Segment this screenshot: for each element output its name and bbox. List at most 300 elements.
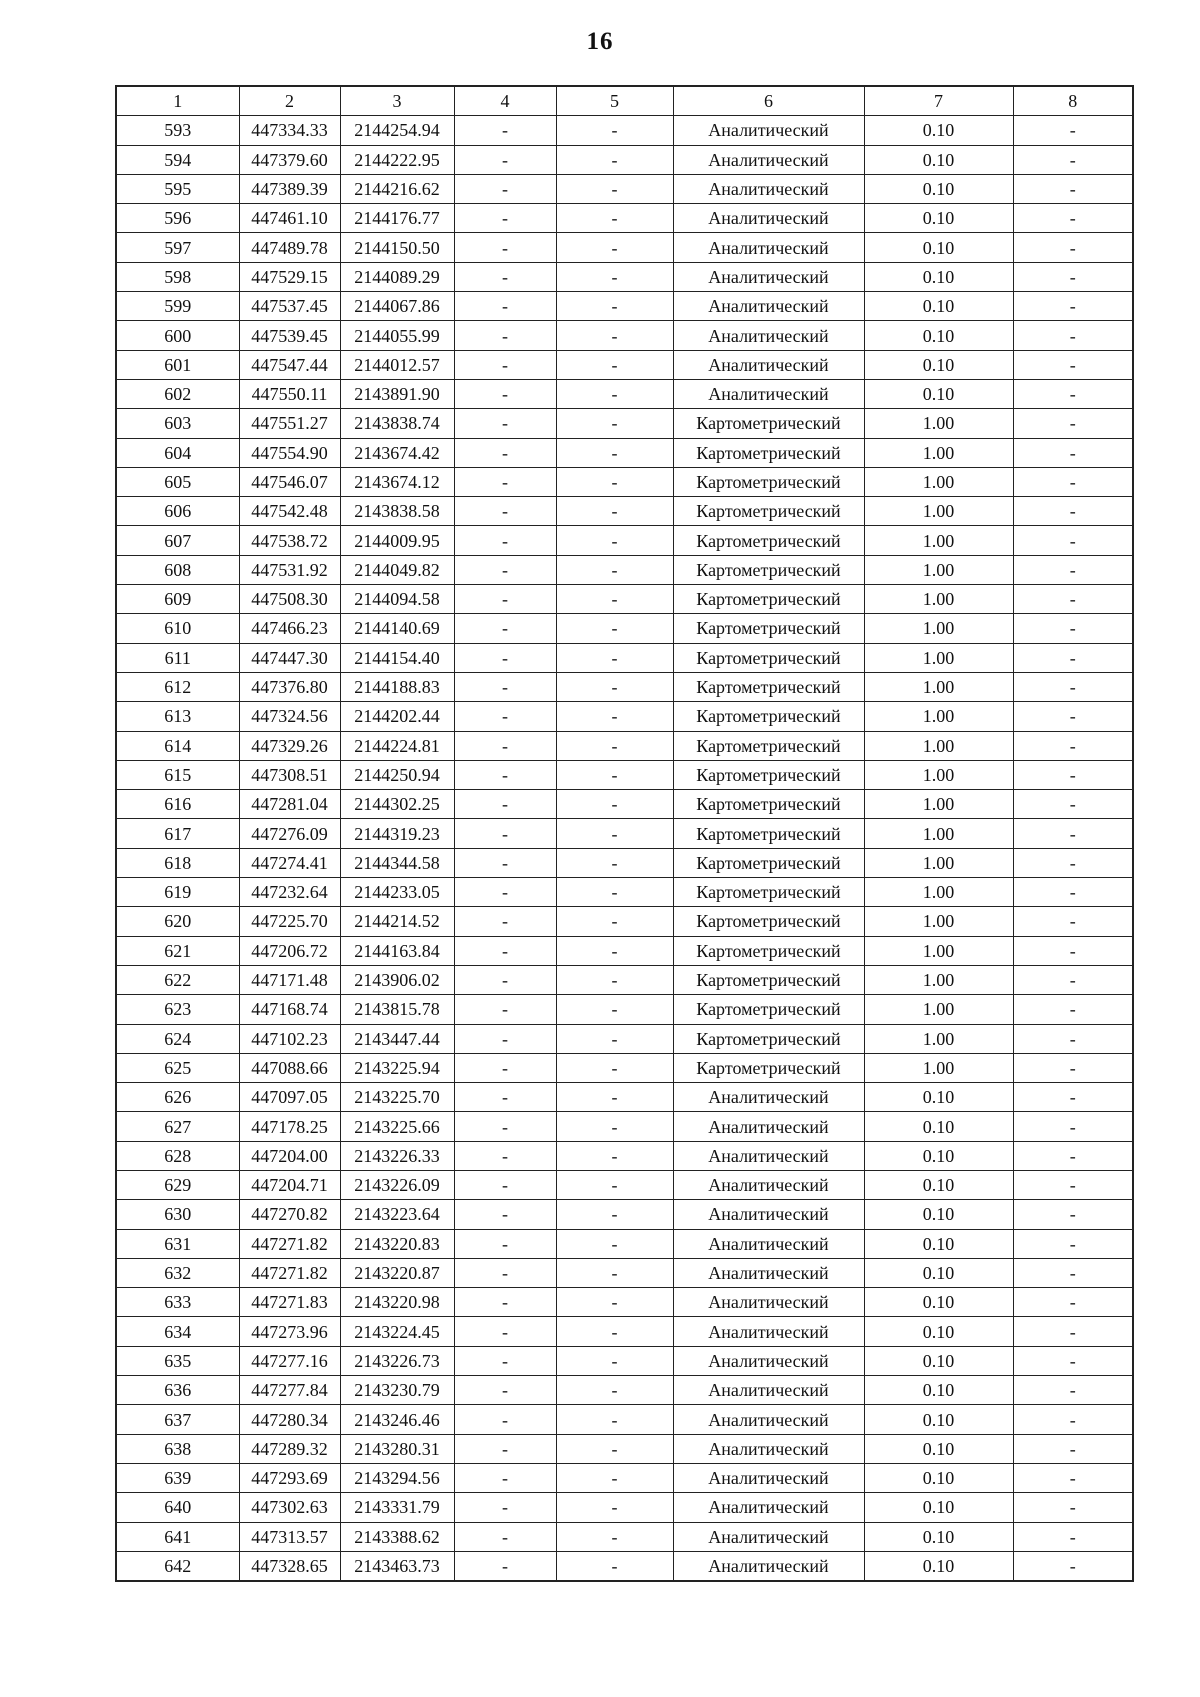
col-8-cell: -: [1013, 965, 1133, 994]
point-number-cell: 593: [116, 116, 239, 145]
method-cell: Картометрический: [673, 467, 864, 496]
col-4-cell: -: [454, 204, 556, 233]
accuracy-cell: 0.10: [864, 1493, 1013, 1522]
col-5-cell: -: [556, 1434, 673, 1463]
column-header-5: 5: [556, 86, 673, 116]
col-5-cell: -: [556, 204, 673, 233]
col-8-cell: -: [1013, 467, 1133, 496]
col-5-cell: -: [556, 1288, 673, 1317]
col-5-cell: -: [556, 321, 673, 350]
col-4-cell: -: [454, 1200, 556, 1229]
col-5-cell: -: [556, 233, 673, 262]
x-coordinate-cell: 447277.16: [239, 1346, 340, 1375]
col-5-cell: -: [556, 790, 673, 819]
col-5-cell: -: [556, 1083, 673, 1112]
x-coordinate-cell: 447274.41: [239, 848, 340, 877]
point-number-cell: 633: [116, 1288, 239, 1317]
col-4-cell: -: [454, 116, 556, 145]
y-coordinate-cell: 2143280.31: [340, 1434, 454, 1463]
point-number-cell: 621: [116, 936, 239, 965]
y-coordinate-cell: 2144224.81: [340, 731, 454, 760]
col-5-cell: -: [556, 379, 673, 408]
col-8-cell: -: [1013, 1434, 1133, 1463]
col-5-cell: -: [556, 819, 673, 848]
y-coordinate-cell: 2143388.62: [340, 1522, 454, 1551]
y-coordinate-cell: 2144094.58: [340, 585, 454, 614]
point-number-cell: 637: [116, 1405, 239, 1434]
point-number-cell: 619: [116, 878, 239, 907]
col-8-cell: -: [1013, 1551, 1133, 1581]
col-5-cell: -: [556, 936, 673, 965]
accuracy-cell: 0.10: [864, 292, 1013, 321]
col-4-cell: -: [454, 262, 556, 291]
method-cell: Аналитический: [673, 1376, 864, 1405]
accuracy-cell: 1.00: [864, 497, 1013, 526]
x-coordinate-cell: 447537.45: [239, 292, 340, 321]
col-8-cell: -: [1013, 907, 1133, 936]
col-4-cell: -: [454, 438, 556, 467]
col-4-cell: -: [454, 1141, 556, 1170]
x-coordinate-cell: 447538.72: [239, 526, 340, 555]
accuracy-cell: 0.10: [864, 145, 1013, 174]
col-8-cell: -: [1013, 526, 1133, 555]
col-5-cell: -: [556, 878, 673, 907]
y-coordinate-cell: 2143838.58: [340, 497, 454, 526]
col-8-cell: -: [1013, 116, 1133, 145]
table-row: [116, 907, 1133, 936]
table-row: [116, 1141, 1133, 1170]
table-row: [116, 1083, 1133, 1112]
col-4-cell: -: [454, 585, 556, 614]
table-row: [116, 116, 1133, 145]
method-cell: Аналитический: [673, 1493, 864, 1522]
col-4-cell: -: [454, 1551, 556, 1581]
y-coordinate-cell: 2143674.12: [340, 467, 454, 496]
table-row: [116, 819, 1133, 848]
col-5-cell: -: [556, 467, 673, 496]
point-number-cell: 630: [116, 1200, 239, 1229]
col-8-cell: -: [1013, 995, 1133, 1024]
point-number-cell: 624: [116, 1024, 239, 1053]
method-cell: Аналитический: [673, 1229, 864, 1258]
x-coordinate-cell: 447547.44: [239, 350, 340, 379]
method-cell: Картометрический: [673, 790, 864, 819]
point-number-cell: 617: [116, 819, 239, 848]
y-coordinate-cell: 2143294.56: [340, 1463, 454, 1492]
x-coordinate-cell: 447204.71: [239, 1170, 340, 1199]
table-row: [116, 1376, 1133, 1405]
col-5-cell: -: [556, 672, 673, 701]
table-row: [116, 760, 1133, 789]
method-cell: Картометрический: [673, 1053, 864, 1082]
x-coordinate-cell: 447508.30: [239, 585, 340, 614]
accuracy-cell: 1.00: [864, 643, 1013, 672]
col-5-cell: -: [556, 1141, 673, 1170]
method-cell: Аналитический: [673, 1522, 864, 1551]
y-coordinate-cell: 2144250.94: [340, 760, 454, 789]
table-row: [116, 1493, 1133, 1522]
col-4-cell: -: [454, 907, 556, 936]
method-cell: Аналитический: [673, 321, 864, 350]
col-5-cell: -: [556, 1200, 673, 1229]
x-coordinate-cell: 447171.48: [239, 965, 340, 994]
method-cell: Картометрический: [673, 438, 864, 467]
point-number-cell: 626: [116, 1083, 239, 1112]
x-coordinate-cell: 447329.26: [239, 731, 340, 760]
method-cell: Аналитический: [673, 204, 864, 233]
col-5-cell: -: [556, 438, 673, 467]
method-cell: Аналитический: [673, 262, 864, 291]
table-row: [116, 1317, 1133, 1346]
column-header-4: 4: [454, 86, 556, 116]
column-header-8: 8: [1013, 86, 1133, 116]
col-8-cell: -: [1013, 790, 1133, 819]
method-cell: Картометрический: [673, 731, 864, 760]
point-number-cell: 594: [116, 145, 239, 174]
x-coordinate-cell: 447232.64: [239, 878, 340, 907]
point-number-cell: 612: [116, 672, 239, 701]
col-5-cell: -: [556, 1317, 673, 1346]
column-header-6: 6: [673, 86, 864, 116]
col-4-cell: -: [454, 174, 556, 203]
x-coordinate-cell: 447102.23: [239, 1024, 340, 1053]
col-4-cell: -: [454, 760, 556, 789]
accuracy-cell: 0.10: [864, 1405, 1013, 1434]
col-5-cell: -: [556, 1258, 673, 1287]
table-row: [116, 848, 1133, 877]
point-number-cell: 607: [116, 526, 239, 555]
x-coordinate-cell: 447376.80: [239, 672, 340, 701]
x-coordinate-cell: 447302.63: [239, 1493, 340, 1522]
x-coordinate-cell: 447277.84: [239, 1376, 340, 1405]
col-5-cell: -: [556, 1053, 673, 1082]
col-5-cell: -: [556, 995, 673, 1024]
col-5-cell: -: [556, 1376, 673, 1405]
col-5-cell: -: [556, 731, 673, 760]
col-4-cell: -: [454, 1024, 556, 1053]
y-coordinate-cell: 2143891.90: [340, 379, 454, 408]
accuracy-cell: 1.00: [864, 672, 1013, 701]
table-row: [116, 145, 1133, 174]
y-coordinate-cell: 2143226.33: [340, 1141, 454, 1170]
page-number: 16: [586, 28, 614, 55]
col-8-cell: -: [1013, 1522, 1133, 1551]
x-coordinate-cell: 447539.45: [239, 321, 340, 350]
method-cell: Аналитический: [673, 145, 864, 174]
point-number-cell: 597: [116, 233, 239, 262]
point-number-cell: 595: [116, 174, 239, 203]
method-cell: Картометрический: [673, 1024, 864, 1053]
point-number-cell: 610: [116, 614, 239, 643]
table-row: [116, 878, 1133, 907]
table-row: [116, 526, 1133, 555]
table-row: [116, 643, 1133, 672]
y-coordinate-cell: 2144222.95: [340, 145, 454, 174]
column-header-1: 1: [116, 86, 239, 116]
table-row: [116, 1434, 1133, 1463]
point-number-cell: 596: [116, 204, 239, 233]
col-4-cell: -: [454, 731, 556, 760]
col-4-cell: -: [454, 1288, 556, 1317]
col-4-cell: -: [454, 1434, 556, 1463]
method-cell: Аналитический: [673, 1405, 864, 1434]
col-4-cell: -: [454, 555, 556, 584]
point-number-cell: 629: [116, 1170, 239, 1199]
y-coordinate-cell: 2143220.98: [340, 1288, 454, 1317]
method-cell: Аналитический: [673, 1463, 864, 1492]
col-4-cell: -: [454, 1112, 556, 1141]
table-row: [116, 614, 1133, 643]
accuracy-cell: 1.00: [864, 1053, 1013, 1082]
col-4-cell: -: [454, 321, 556, 350]
method-cell: Картометрический: [673, 848, 864, 877]
col-8-cell: -: [1013, 292, 1133, 321]
accuracy-cell: 0.10: [864, 262, 1013, 291]
x-coordinate-cell: 447225.70: [239, 907, 340, 936]
accuracy-cell: 1.00: [864, 1024, 1013, 1053]
col-4-cell: -: [454, 848, 556, 877]
col-8-cell: -: [1013, 1024, 1133, 1053]
col-5-cell: -: [556, 116, 673, 145]
x-coordinate-cell: 447271.82: [239, 1229, 340, 1258]
col-5-cell: -: [556, 1405, 673, 1434]
y-coordinate-cell: 2143220.87: [340, 1258, 454, 1287]
col-8-cell: -: [1013, 379, 1133, 408]
method-cell: Аналитический: [673, 379, 864, 408]
accuracy-cell: 1.00: [864, 907, 1013, 936]
x-coordinate-cell: 447447.30: [239, 643, 340, 672]
point-number-cell: 613: [116, 702, 239, 731]
accuracy-cell: 1.00: [864, 878, 1013, 907]
col-4-cell: -: [454, 526, 556, 555]
col-8-cell: -: [1013, 819, 1133, 848]
method-cell: Аналитический: [673, 1200, 864, 1229]
col-4-cell: -: [454, 790, 556, 819]
table-row: [116, 1463, 1133, 1492]
accuracy-cell: 0.10: [864, 1376, 1013, 1405]
x-coordinate-cell: 447529.15: [239, 262, 340, 291]
table-row: [116, 1288, 1133, 1317]
x-coordinate-cell: 447271.83: [239, 1288, 340, 1317]
method-cell: Картометрический: [673, 878, 864, 907]
table-row: [116, 497, 1133, 526]
col-5-cell: -: [556, 614, 673, 643]
table-row: [116, 1522, 1133, 1551]
col-8-cell: -: [1013, 643, 1133, 672]
col-5-cell: -: [556, 1551, 673, 1581]
column-header-3: 3: [340, 86, 454, 116]
x-coordinate-cell: 447280.34: [239, 1405, 340, 1434]
method-cell: Картометрический: [673, 672, 864, 701]
col-8-cell: -: [1013, 614, 1133, 643]
x-coordinate-cell: 447289.32: [239, 1434, 340, 1463]
y-coordinate-cell: 2144214.52: [340, 907, 454, 936]
point-number-cell: 602: [116, 379, 239, 408]
y-coordinate-cell: 2143225.70: [340, 1083, 454, 1112]
table-row: [116, 204, 1133, 233]
accuracy-cell: 0.10: [864, 174, 1013, 203]
table-row: [116, 995, 1133, 1024]
y-coordinate-cell: 2143815.78: [340, 995, 454, 1024]
y-coordinate-cell: 2143838.74: [340, 409, 454, 438]
accuracy-cell: 0.10: [864, 1200, 1013, 1229]
method-cell: Картометрический: [673, 555, 864, 584]
col-8-cell: -: [1013, 1288, 1133, 1317]
table-row: [116, 233, 1133, 262]
table-row: [116, 379, 1133, 408]
point-number-cell: 631: [116, 1229, 239, 1258]
table-row: [116, 1258, 1133, 1287]
x-coordinate-cell: 447276.09: [239, 819, 340, 848]
accuracy-cell: 0.10: [864, 1317, 1013, 1346]
table-row: [116, 702, 1133, 731]
y-coordinate-cell: 2144012.57: [340, 350, 454, 379]
col-4-cell: -: [454, 643, 556, 672]
y-coordinate-cell: 2144089.29: [340, 262, 454, 291]
col-5-cell: -: [556, 497, 673, 526]
col-8-cell: -: [1013, 1229, 1133, 1258]
point-number-cell: 609: [116, 585, 239, 614]
x-coordinate-cell: 447531.92: [239, 555, 340, 584]
accuracy-cell: 1.00: [864, 614, 1013, 643]
accuracy-cell: 1.00: [864, 438, 1013, 467]
y-coordinate-cell: 2144319.23: [340, 819, 454, 848]
col-8-cell: -: [1013, 262, 1133, 291]
point-number-cell: 636: [116, 1376, 239, 1405]
method-cell: Аналитический: [673, 174, 864, 203]
table-row: [116, 350, 1133, 379]
y-coordinate-cell: 2143674.42: [340, 438, 454, 467]
accuracy-cell: 1.00: [864, 965, 1013, 994]
col-4-cell: -: [454, 1346, 556, 1375]
accuracy-cell: 1.00: [864, 936, 1013, 965]
col-8-cell: -: [1013, 1112, 1133, 1141]
col-4-cell: -: [454, 819, 556, 848]
col-8-cell: -: [1013, 1141, 1133, 1170]
col-8-cell: -: [1013, 878, 1133, 907]
method-cell: Картометрический: [673, 760, 864, 789]
x-coordinate-cell: 447308.51: [239, 760, 340, 789]
accuracy-cell: 0.10: [864, 1288, 1013, 1317]
point-number-cell: 627: [116, 1112, 239, 1141]
y-coordinate-cell: 2143246.46: [340, 1405, 454, 1434]
table-row: [116, 731, 1133, 760]
x-coordinate-cell: 447334.33: [239, 116, 340, 145]
col-8-cell: -: [1013, 233, 1133, 262]
method-cell: Аналитический: [673, 1141, 864, 1170]
col-8-cell: -: [1013, 1053, 1133, 1082]
col-5-cell: -: [556, 1346, 673, 1375]
table-row: [116, 1024, 1133, 1053]
method-cell: Аналитический: [673, 1258, 864, 1287]
y-coordinate-cell: 2143226.73: [340, 1346, 454, 1375]
point-number-cell: 632: [116, 1258, 239, 1287]
table-row: [116, 467, 1133, 496]
x-coordinate-cell: 447551.27: [239, 409, 340, 438]
point-number-cell: 640: [116, 1493, 239, 1522]
col-8-cell: -: [1013, 731, 1133, 760]
x-coordinate-cell: 447328.65: [239, 1551, 340, 1581]
header-row: [116, 86, 1133, 116]
point-number-cell: 601: [116, 350, 239, 379]
col-5-cell: -: [556, 350, 673, 379]
x-coordinate-cell: 447270.82: [239, 1200, 340, 1229]
point-number-cell: 638: [116, 1434, 239, 1463]
col-4-cell: -: [454, 1522, 556, 1551]
col-8-cell: -: [1013, 1258, 1133, 1287]
table-row: [116, 1112, 1133, 1141]
method-cell: Аналитический: [673, 350, 864, 379]
col-8-cell: -: [1013, 585, 1133, 614]
y-coordinate-cell: 2143223.64: [340, 1200, 454, 1229]
accuracy-cell: 0.10: [864, 379, 1013, 408]
x-coordinate-cell: 447489.78: [239, 233, 340, 262]
table-row: [116, 292, 1133, 321]
col-4-cell: -: [454, 350, 556, 379]
table-row: [116, 321, 1133, 350]
coordinates-table: [115, 85, 1134, 1582]
col-8-cell: -: [1013, 145, 1133, 174]
accuracy-cell: 0.10: [864, 1141, 1013, 1170]
method-cell: Картометрический: [673, 702, 864, 731]
col-8-cell: -: [1013, 438, 1133, 467]
accuracy-cell: 0.10: [864, 116, 1013, 145]
point-number-cell: 625: [116, 1053, 239, 1082]
x-coordinate-cell: 447379.60: [239, 145, 340, 174]
col-4-cell: -: [454, 145, 556, 174]
x-coordinate-cell: 447097.05: [239, 1083, 340, 1112]
accuracy-cell: 1.00: [864, 585, 1013, 614]
col-8-cell: -: [1013, 672, 1133, 701]
col-5-cell: -: [556, 848, 673, 877]
table-row: [116, 1405, 1133, 1434]
accuracy-cell: 1.00: [864, 526, 1013, 555]
col-8-cell: -: [1013, 1405, 1133, 1434]
method-cell: Картометрический: [673, 936, 864, 965]
x-coordinate-cell: 447204.00: [239, 1141, 340, 1170]
method-cell: Картометрический: [673, 497, 864, 526]
y-coordinate-cell: 2144233.05: [340, 878, 454, 907]
point-number-cell: 635: [116, 1346, 239, 1375]
col-8-cell: -: [1013, 497, 1133, 526]
table-row: [116, 409, 1133, 438]
column-header-2: 2: [239, 86, 340, 116]
col-4-cell: -: [454, 672, 556, 701]
point-number-cell: 639: [116, 1463, 239, 1492]
y-coordinate-cell: 2144254.94: [340, 116, 454, 145]
col-4-cell: -: [454, 497, 556, 526]
table-row: [116, 790, 1133, 819]
col-8-cell: -: [1013, 760, 1133, 789]
x-coordinate-cell: 447461.10: [239, 204, 340, 233]
col-8-cell: -: [1013, 321, 1133, 350]
method-cell: Аналитический: [673, 1170, 864, 1199]
method-cell: Аналитический: [673, 1317, 864, 1346]
table-header: [116, 86, 1133, 116]
col-4-cell: -: [454, 995, 556, 1024]
y-coordinate-cell: 2144067.86: [340, 292, 454, 321]
y-coordinate-cell: 2143220.83: [340, 1229, 454, 1258]
point-number-cell: 608: [116, 555, 239, 584]
col-5-cell: -: [556, 1522, 673, 1551]
col-5-cell: -: [556, 1170, 673, 1199]
y-coordinate-cell: 2144216.62: [340, 174, 454, 203]
col-4-cell: -: [454, 1317, 556, 1346]
accuracy-cell: 1.00: [864, 819, 1013, 848]
method-cell: Аналитический: [673, 1346, 864, 1375]
col-5-cell: -: [556, 292, 673, 321]
col-8-cell: -: [1013, 1200, 1133, 1229]
